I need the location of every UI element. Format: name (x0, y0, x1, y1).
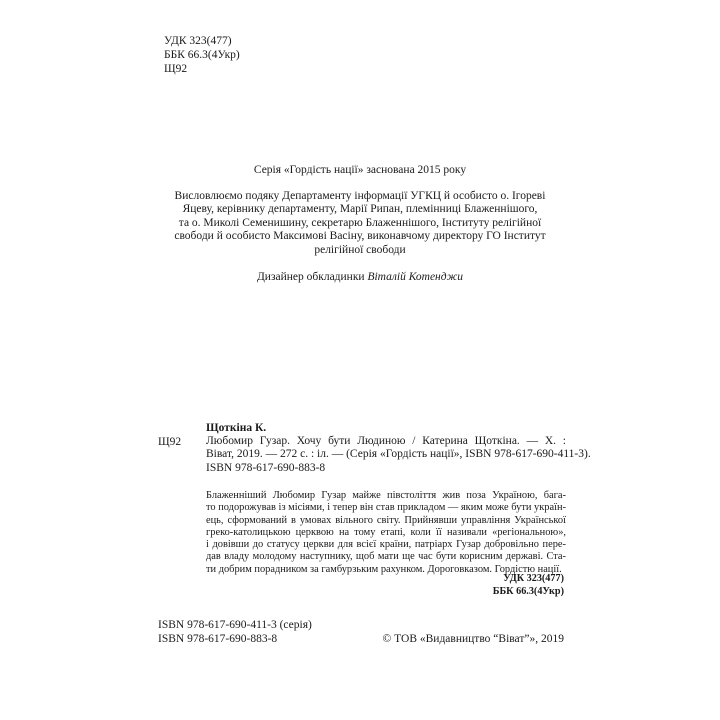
designer-name: Віталій Котенджи (367, 271, 464, 283)
acknowledgments (158, 190, 562, 257)
acknowledgment-line: Висловлюємо подяку Департаменту інформації УГКЦ й особисто о. Ігореві (174, 190, 546, 202)
acknowledgment-line: релігійної свободи (314, 243, 406, 256)
annotation-line: то подорожував із місіями, і тепер він став прикладом — яким може бути україн- (206, 502, 566, 514)
catalog-line: ISBN 978-617-690-883-8 (206, 461, 326, 474)
designer-credit (160, 270, 560, 284)
acknowledgment-line: Яцеву, керівнику департаменту, Марії Рипан, племінниці Блаженнішого, (182, 203, 538, 216)
udk-code-bottom: УДК 323(477) (503, 573, 564, 584)
annotation-line: греко-католицькою церквою на тому етапі, коли її називали «регіональною», (206, 526, 566, 538)
catalog-record (206, 435, 591, 475)
copyright-line: © ТОВ «Видавництво “Віват”», 2019 (382, 633, 564, 645)
author-mark: Щ92 (164, 63, 188, 75)
catalog-line: Любомир Гузар. Хочу бути Людиною / Катерина Щоткіна. — Х. : (206, 435, 566, 447)
bbk-code: ББК 66.3(4Укр) (164, 49, 240, 61)
acknowledgment-line: свободи й особисто Максимові Васіну, виконавчому директору ГО Інститут (174, 230, 546, 243)
annotation-line: ти добрим порадником за гамбурзьким рахунком. Дороговказом. Гордістю нації. (206, 563, 562, 575)
annotation-line: і довівши до статусу церкви для всієї країни, патріарх Гузар добровільно пере- (206, 539, 566, 551)
catalog-line: Віват, 2019. — 272 с. : іл. — (Серія «Гордість нації», ISBN 978-617-690-411-3). (206, 448, 591, 461)
udk-code: УДК 323(477) (164, 35, 232, 47)
acknowledgment-line: та о. Миколі Семенишину, секретарю Блаженнішого, Інституту релігійної (178, 216, 542, 229)
designer-label: Дизайнер обкладинки (256, 271, 365, 283)
catalog-author-heading: Щоткіна К. (206, 422, 267, 434)
series-note: Серія «Гордість нації» заснована 2015 року (253, 164, 467, 176)
isbn-block (158, 618, 312, 646)
annotation (206, 490, 566, 576)
classification-codes-bottom (493, 573, 564, 598)
bbk-code-bottom: ББК 66.3(4Укр) (492, 585, 564, 597)
classification-codes (164, 34, 240, 76)
annotation-line: дав владу молодому наступнику, щоб мати ще час бути корисним державі. Ста- (206, 551, 566, 563)
annotation-line: Блаженніший Любомир Гузар майже півстоліття жив поза Україною, бага- (206, 490, 566, 501)
catalog-shelf-mark: Щ92 (158, 436, 182, 448)
isbn-series: ISBN 978-617-690-411-3 (серія) (158, 619, 312, 631)
annotation-line: ець, сформований в умовах вільного світу. Прийнявши управління Української (206, 514, 566, 526)
isbn-book: ISBN 978-617-690-883-8 (158, 633, 278, 645)
